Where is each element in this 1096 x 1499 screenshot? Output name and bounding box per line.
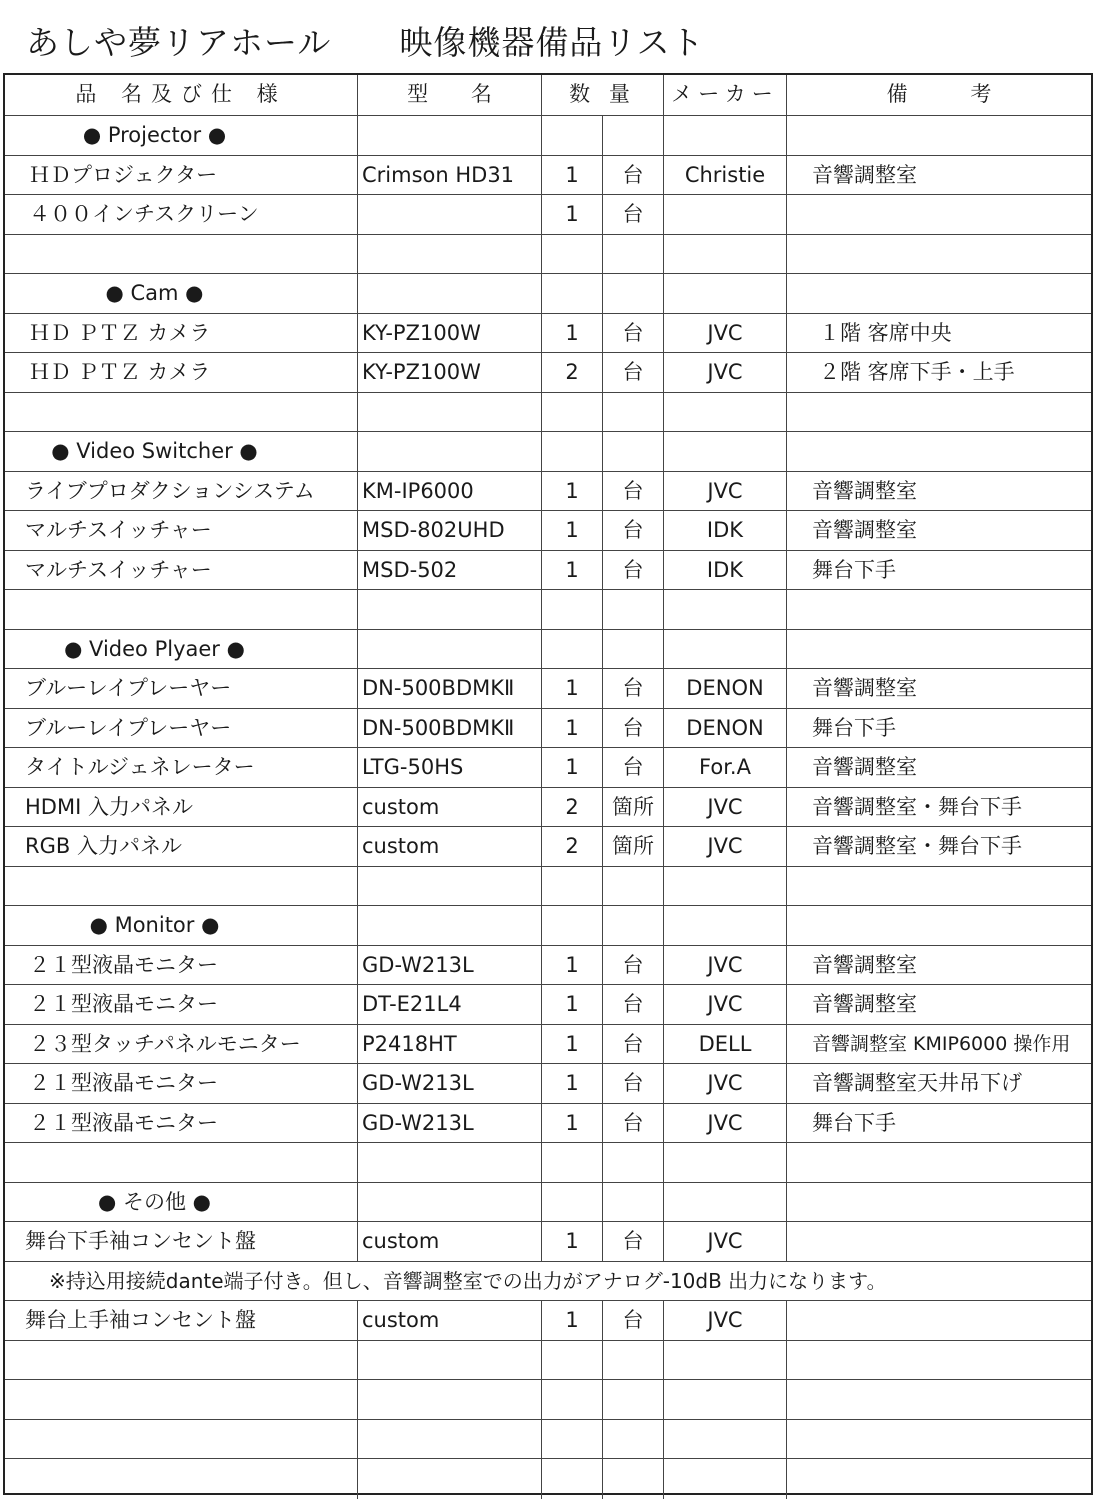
item-maker — [664, 195, 787, 234]
item-model: GD-W213L — [358, 946, 542, 985]
item-note: 音響調整室天井吊下げ — [812, 1071, 1022, 1095]
item-qty: 1 — [542, 156, 603, 195]
item-model — [358, 116, 542, 155]
item-name: ブルーレイプレーヤー — [5, 669, 358, 708]
item-note — [787, 432, 1091, 471]
item-maker: IDK — [664, 551, 787, 590]
item-model: custom — [358, 788, 542, 827]
equipment-table — [3, 73, 1093, 1495]
header-note: 備 考 — [886, 82, 1020, 106]
item-unit: 台 — [603, 1301, 664, 1340]
item-unit: 台 — [603, 1064, 664, 1103]
item-name: ２３型タッチパネルモニター — [5, 1025, 358, 1064]
blank-row — [5, 867, 1091, 907]
item-maker: JVC — [664, 1222, 787, 1261]
item-maker — [664, 393, 787, 432]
table-row — [5, 156, 1091, 196]
item-model: custom — [358, 827, 542, 866]
item-unit: 箇所 — [603, 827, 664, 866]
item-qty — [542, 590, 603, 629]
item-model: DN-500BDMKⅡ — [358, 709, 542, 748]
item-unit: 箇所 — [603, 788, 664, 827]
item-qty — [542, 274, 603, 313]
item-name: ＨＤ ＰＴＺ カメラ — [5, 314, 358, 353]
item-name: ＨＤ ＰＴＺ カメラ — [5, 353, 358, 392]
item-unit — [603, 867, 664, 906]
item-maker — [664, 235, 787, 274]
table-header-row — [5, 75, 1091, 116]
item-unit: 台 — [603, 709, 664, 748]
item-note: 音響調整室 — [812, 518, 917, 542]
item-name — [5, 1459, 358, 1499]
item-unit: 台 — [603, 748, 664, 787]
table-row — [5, 748, 1091, 788]
item-name: ２１型液晶モニター — [5, 946, 358, 985]
item-maker: JVC — [664, 788, 787, 827]
item-model: DN-500BDMKⅡ — [358, 669, 542, 708]
item-note — [787, 235, 1091, 274]
item-qty — [542, 1459, 603, 1499]
item-maker: IDK — [664, 511, 787, 550]
item-unit — [603, 393, 664, 432]
item-name: ＨＤプロジェクター — [5, 156, 358, 195]
item-note — [787, 1420, 1091, 1459]
item-unit — [603, 432, 664, 471]
item-qty — [542, 235, 603, 274]
item-model — [358, 1143, 542, 1182]
item-maker: Christie — [664, 156, 787, 195]
item-name — [5, 1420, 358, 1459]
item-model — [358, 195, 542, 234]
item-maker — [664, 1420, 787, 1459]
item-name: タイトルジェネレーター — [5, 748, 358, 787]
item-name: マルチスイッチャー — [5, 551, 358, 590]
item-unit — [603, 116, 664, 155]
item-model — [358, 274, 542, 313]
item-note — [787, 1301, 1091, 1340]
item-maker — [664, 1380, 787, 1419]
item-model: Crimson HD31 — [358, 156, 542, 195]
item-note — [787, 906, 1091, 945]
item-qty — [542, 1183, 603, 1222]
item-qty: 1 — [542, 946, 603, 985]
header-qty: 数 量 — [542, 75, 664, 115]
section-title: ● Projector ● — [5, 116, 358, 155]
item-note — [787, 393, 1091, 432]
item-qty: 1 — [542, 314, 603, 353]
item-maker: JVC — [664, 353, 787, 392]
item-model — [358, 1420, 542, 1459]
item-note: 音響調整室・舞台下手 — [812, 834, 1022, 858]
item-unit: 台 — [603, 353, 664, 392]
item-qty — [542, 1420, 603, 1459]
item-maker — [664, 274, 787, 313]
blank-row — [5, 1341, 1091, 1381]
item-note: 舞台下手 — [812, 715, 896, 740]
table-row — [5, 985, 1091, 1025]
item-model — [358, 235, 542, 274]
header-maker: メーカー — [664, 75, 787, 115]
item-unit — [603, 1183, 664, 1222]
item-qty: 1 — [542, 551, 603, 590]
header-model: 型 名 — [358, 75, 542, 115]
item-name — [5, 235, 358, 274]
item-qty — [542, 1380, 603, 1419]
item-name — [5, 1143, 358, 1182]
item-maker: JVC — [664, 1064, 787, 1103]
item-model — [358, 630, 542, 669]
item-unit — [603, 590, 664, 629]
item-model: custom — [358, 1301, 542, 1340]
item-qty: 2 — [542, 788, 603, 827]
item-note: 音響調整室 — [812, 952, 917, 977]
item-note: 音響調整室 — [812, 676, 917, 700]
item-unit — [603, 1420, 664, 1459]
item-maker: JVC — [664, 1104, 787, 1143]
note-row — [5, 1262, 1091, 1302]
item-unit — [603, 1341, 664, 1380]
item-note — [787, 1183, 1091, 1222]
item-qty: 1 — [542, 985, 603, 1024]
item-qty: 1 — [542, 472, 603, 511]
item-maker: DENON — [664, 709, 787, 748]
table-row — [5, 1104, 1091, 1144]
item-model — [358, 1459, 542, 1499]
item-maker: JVC — [664, 472, 787, 511]
item-unit — [603, 235, 664, 274]
item-note: 舞台下手 — [812, 557, 896, 582]
item-name: ライブプロダクションシステム — [5, 472, 358, 511]
item-maker: DELL — [664, 1025, 787, 1064]
item-unit — [603, 1459, 664, 1499]
item-name — [5, 1341, 358, 1380]
item-model — [358, 590, 542, 629]
item-model — [358, 867, 542, 906]
item-name — [5, 590, 358, 629]
item-maker — [664, 630, 787, 669]
section-row — [5, 274, 1091, 314]
header-name: 品 名及び仕 様 — [5, 75, 358, 115]
item-unit: 台 — [603, 946, 664, 985]
section-title: ● Cam ● — [5, 274, 358, 313]
table-row — [5, 946, 1091, 986]
item-name — [5, 1380, 358, 1419]
item-name: 舞台上手袖コンセント盤 — [5, 1301, 358, 1340]
item-name: ブルーレイプレーヤー — [5, 709, 358, 748]
item-model — [358, 1341, 542, 1380]
item-name: HDMI 入力パネル — [5, 788, 358, 827]
section-row — [5, 432, 1091, 472]
item-model: KY-PZ100W — [358, 314, 542, 353]
item-maker — [664, 432, 787, 471]
item-note: 音響調整室 KMIP6000 操作用 — [812, 1032, 1071, 1055]
item-maker: JVC — [664, 314, 787, 353]
item-model — [358, 906, 542, 945]
item-model — [358, 393, 542, 432]
table-row — [5, 551, 1091, 591]
item-unit: 台 — [603, 551, 664, 590]
item-unit: 台 — [603, 511, 664, 550]
item-qty — [542, 432, 603, 471]
item-name: ２１型液晶モニター — [5, 1064, 358, 1103]
section-title: ● その他 ● — [5, 1183, 358, 1222]
item-note: 音響調整室 — [812, 162, 917, 187]
item-model: KY-PZ100W — [358, 353, 542, 392]
item-maker: JVC — [664, 827, 787, 866]
table-row — [5, 827, 1091, 867]
item-model: MSD-502 — [358, 551, 542, 590]
item-unit: 台 — [603, 1222, 664, 1261]
section-title: ● Video Plyaer ● — [5, 630, 358, 669]
item-unit — [603, 630, 664, 669]
item-name: RGB 入力パネル — [5, 827, 358, 866]
item-model — [358, 1380, 542, 1419]
item-unit — [603, 1380, 664, 1419]
item-unit: 台 — [603, 985, 664, 1024]
table-row — [5, 1064, 1091, 1104]
item-note — [787, 274, 1091, 313]
item-qty — [542, 630, 603, 669]
item-qty — [542, 1341, 603, 1380]
item-unit: 台 — [603, 1104, 664, 1143]
section-row — [5, 630, 1091, 670]
item-note — [787, 1459, 1091, 1499]
item-note: ２階 客席下手・上手 — [819, 360, 1015, 384]
item-maker: For.A — [664, 748, 787, 787]
section-row — [5, 906, 1091, 946]
item-model — [358, 1183, 542, 1222]
item-note — [787, 630, 1091, 669]
table-row — [5, 511, 1091, 551]
item-maker — [664, 590, 787, 629]
section-title: ● Video Switcher ● — [5, 432, 358, 471]
item-unit: 台 — [603, 195, 664, 234]
item-maker — [664, 1143, 787, 1182]
item-qty: 1 — [542, 709, 603, 748]
item-qty: 1 — [542, 1064, 603, 1103]
table-row — [5, 353, 1091, 393]
item-note: 舞台下手 — [812, 1110, 896, 1135]
item-maker: JVC — [664, 1301, 787, 1340]
table-row — [5, 1222, 1091, 1262]
blank-row — [5, 1420, 1091, 1460]
item-note — [787, 116, 1091, 155]
item-name: ２１型液晶モニター — [5, 1104, 358, 1143]
table-row — [5, 709, 1091, 749]
item-note: 音響調整室 — [812, 755, 917, 779]
item-unit — [603, 906, 664, 945]
item-qty: 2 — [542, 353, 603, 392]
item-unit: 台 — [603, 472, 664, 511]
item-note — [787, 195, 1091, 234]
blank-row — [5, 393, 1091, 433]
item-qty: 1 — [542, 669, 603, 708]
item-qty — [542, 116, 603, 155]
item-note: 音響調整室 — [812, 478, 917, 503]
blank-row — [5, 1459, 1091, 1499]
item-model: GD-W213L — [358, 1064, 542, 1103]
table-row — [5, 1301, 1091, 1341]
table-row — [5, 788, 1091, 828]
blank-row — [5, 1143, 1091, 1183]
item-maker — [664, 116, 787, 155]
item-name: 舞台下手袖コンセント盤 — [5, 1222, 358, 1261]
blank-row — [5, 235, 1091, 275]
item-unit: 台 — [603, 1025, 664, 1064]
item-maker — [664, 1183, 787, 1222]
item-name — [5, 867, 358, 906]
item-qty: 2 — [542, 827, 603, 866]
item-qty — [542, 906, 603, 945]
item-maker: JVC — [664, 985, 787, 1024]
item-maker: JVC — [664, 946, 787, 985]
item-unit: 台 — [603, 669, 664, 708]
item-maker — [664, 867, 787, 906]
item-note — [787, 1380, 1091, 1419]
item-qty: 1 — [542, 195, 603, 234]
item-note: 音響調整室 — [812, 992, 917, 1016]
item-model: DT-E21L4 — [358, 985, 542, 1024]
item-model: GD-W213L — [358, 1104, 542, 1143]
blank-row — [5, 590, 1091, 630]
section-title: ● Monitor ● — [5, 906, 358, 945]
item-model: KM-IP6000 — [358, 472, 542, 511]
page-title: あしや夢リアホール 映像機器備品リスト — [26, 23, 705, 62]
item-qty: 1 — [542, 748, 603, 787]
item-qty — [542, 393, 603, 432]
item-note: １階 客席中央 — [819, 320, 952, 345]
item-name: ４００インチスクリーン — [5, 195, 358, 234]
item-note — [787, 1222, 1091, 1261]
item-maker — [664, 1459, 787, 1499]
item-qty: 1 — [542, 1104, 603, 1143]
item-model: custom — [358, 1222, 542, 1261]
table-row — [5, 1025, 1091, 1065]
item-note: 音響調整室・舞台下手 — [812, 794, 1022, 819]
item-qty — [542, 867, 603, 906]
item-unit — [603, 1143, 664, 1182]
item-qty: 1 — [542, 1301, 603, 1340]
item-unit — [603, 274, 664, 313]
item-unit: 台 — [603, 314, 664, 353]
item-qty: 1 — [542, 1025, 603, 1064]
item-model: P2418HT — [358, 1025, 542, 1064]
table-row — [5, 472, 1091, 512]
item-model — [358, 432, 542, 471]
item-maker: DENON — [664, 669, 787, 708]
item-maker — [664, 906, 787, 945]
item-note — [787, 590, 1091, 629]
item-note — [787, 1143, 1091, 1182]
table-row — [5, 195, 1091, 235]
item-note — [787, 867, 1091, 906]
blank-row — [5, 1380, 1091, 1420]
item-qty: 1 — [542, 511, 603, 550]
item-name: マルチスイッチャー — [5, 511, 358, 550]
item-note — [787, 1341, 1091, 1380]
section-row — [5, 116, 1091, 156]
item-qty: 1 — [542, 1222, 603, 1261]
item-maker — [664, 1341, 787, 1380]
item-model: MSD-802UHD — [358, 511, 542, 550]
item-model: LTG-50HS — [358, 748, 542, 787]
footnote-text: ※持込用接続dante端子付き。但し、音響調整室での出力がアナログ-10dB 出力になります。 — [49, 1268, 887, 1293]
table-row — [5, 669, 1091, 709]
table-row — [5, 314, 1091, 354]
item-name: ２１型液晶モニター — [5, 985, 358, 1024]
item-name — [5, 393, 358, 432]
item-unit: 台 — [603, 156, 664, 195]
item-qty — [542, 1143, 603, 1182]
section-row — [5, 1183, 1091, 1223]
